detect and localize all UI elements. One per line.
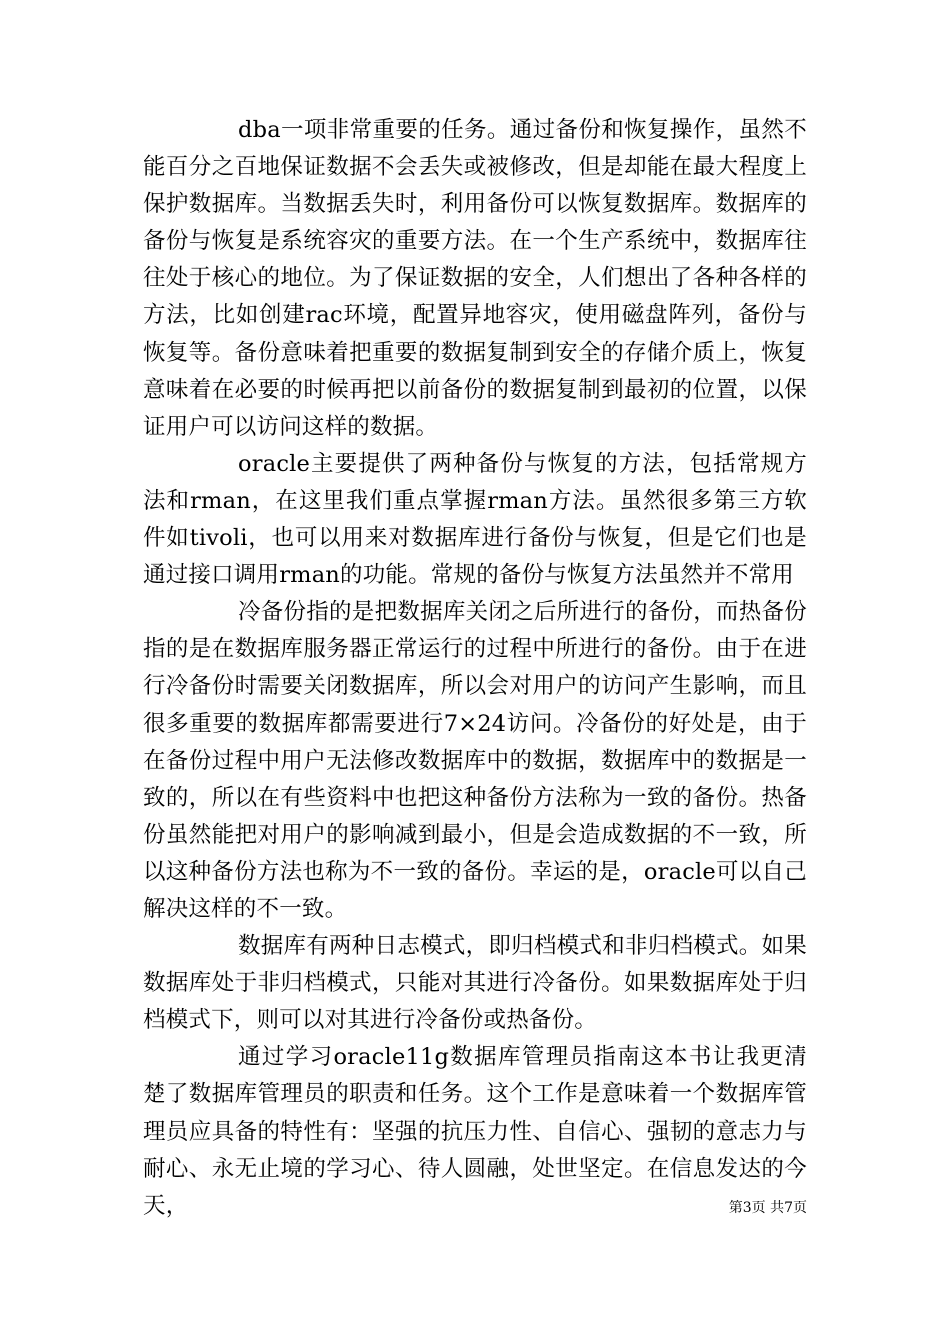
document-body bbox=[143, 112, 807, 1225]
paragraph-cold-hot-backup: 冷备份指的是把数据库关闭之后所进行的备份，而热备份指的是在数据库服务器正常运行的过程中所进行的备份。由于在进行冷备份时需要关闭数据库，所以会对用户的访问产生影响，而且很多重要的数据库都需要进行7×24访问。冷备份的好处是，由于在备份过程中用户无法修改数据库中的数据，数据库中的数据是一致的，所以在有些资料中也把这种备份方法称为一致的备份。热备份虽然能把对用户的影响减到最小，但是会造成数据的不一致，所以这种备份方法也称为不一致的备份。幸运的是，oracle可以自己解决这样的不一致。 bbox=[143, 599, 807, 922]
paragraph-dba-task: dba一项非常重要的任务。通过备份和恢复操作，虽然不能百分之百地保证数据不会丢失或被修改，但是却能在最大程度上保护数据库。当数据丢失时，利用备份可以恢复数据库。数据库的备份与恢复是系统容灾的重要方法。在一个生产系统中，数据库往往处于核心的地位。为了保证数据的安全，人们想出了各种各样的方法，比如创建rac环境，配置异地容灾，使用磁盘阵列，备份与恢复等。备份意味着把重要的数据复制到安全的存储介质上，恢复意味着在必要的时候再把以前备份的数据复制到最初的位置，以保证用户可以访问这样的数据。 bbox=[143, 117, 807, 440]
paragraph-oracle-methods: oracle主要提供了两种备份与恢复的方法，包括常规方法和rman，在这里我们重点掌握rman方法。虽然很多第三方软件如tivoli，也可以用来对数据库进行备份与恢复，但是它们也是通过接口调用rman的功能。常规的备份与恢复方法虽然并不常用 bbox=[143, 450, 807, 589]
paragraph-log-modes: 数据库有两种日志模式，即归档模式和非归档模式。如果数据库处于非归档模式，只能对其进行冷备份。如果数据库处于归档模式下，则可以对其进行冷备份或热备份。 bbox=[143, 933, 807, 1034]
page-number-footer: 第3页 共7页 bbox=[728, 1200, 807, 1216]
paragraph-dba-qualities: 通过学习oracle11g数据库管理员指南这本书让我更清楚了数据库管理员的职责和任务。这个工作是意味着一个数据库管理员应具备的特性有：坚强的抗压力性、自信心、强韧的意志力与耐心、永无止境的学习心、待人圆融，处世坚定。在信息发达的今天， bbox=[143, 1044, 807, 1219]
